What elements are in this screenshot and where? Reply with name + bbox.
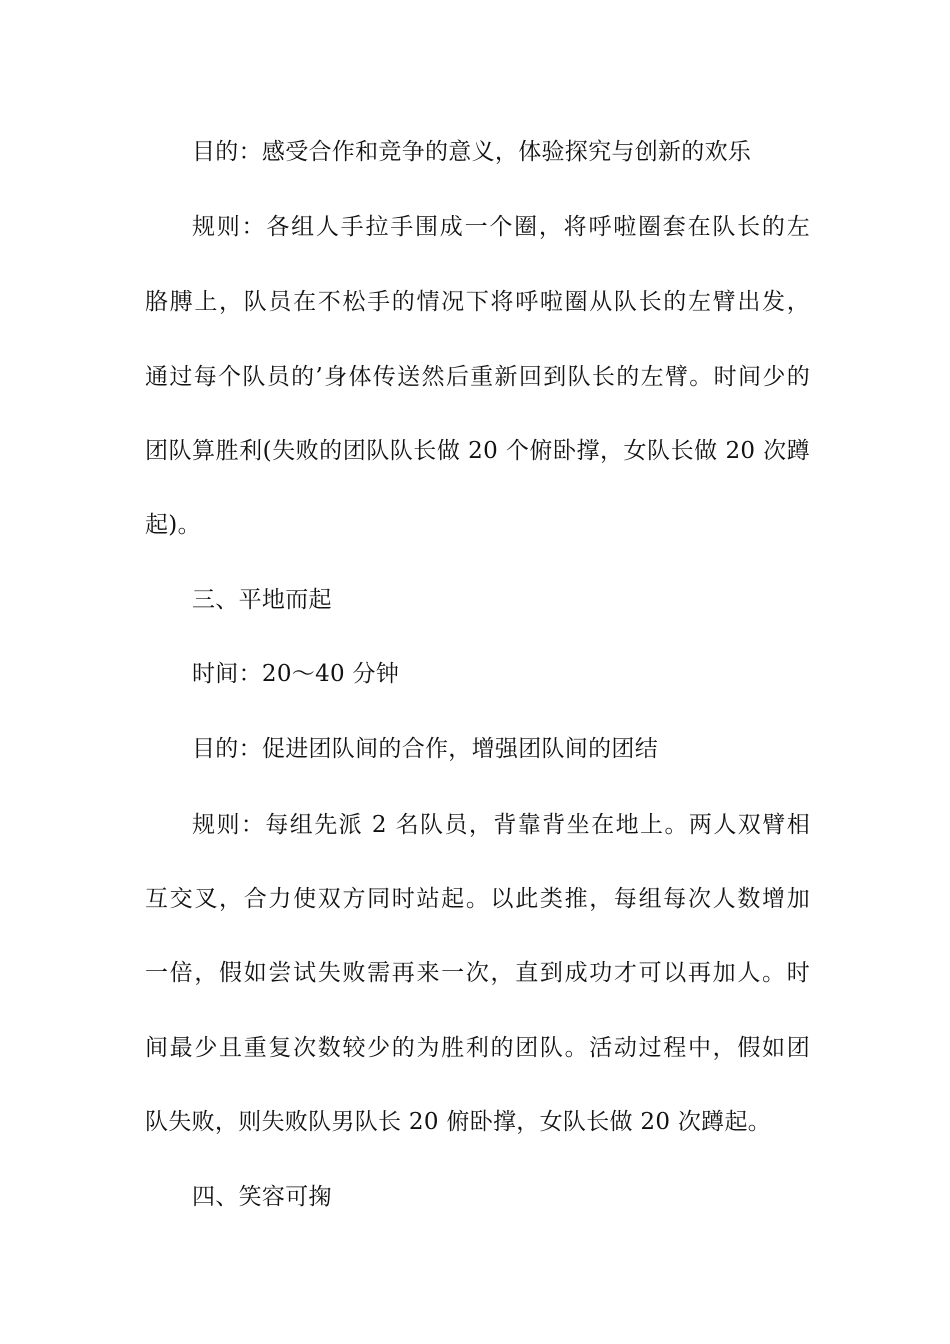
section-heading-3: 三、平地而起 [192, 587, 332, 613]
rules-line-4: 团队算胜利(失败的团队队长做 20 个俯卧撑，女队长做 20 次蹲 [145, 438, 810, 464]
rules2-line-4: 间最少且重复次数较少的为胜利的团队。活动过程中，假如团 [145, 1035, 810, 1061]
rules2-line-5: 队失败，则失败队男队长 20 俯卧撑，女队长做 20 次蹲起。 [145, 1109, 772, 1135]
rules2-line-1: 规则：每组先派 2 名队员，背靠背坐在地上。两人双臂相 [192, 812, 810, 838]
rules2-line-2: 互交叉，合力使双方同时站起。以此类推，每组每次人数增加 [145, 886, 810, 912]
purpose-line-1: 目的：感受合作和竞争的意义，体验探究与创新的欢乐 [192, 139, 752, 165]
rules-line-3: 通过每个队员的’身体传送然后重新回到队长的左臂。时间少的 [145, 364, 810, 390]
section-heading-4: 四、笑容可掬 [192, 1184, 332, 1210]
rules-line-5: 起)。 [145, 512, 201, 538]
rules2-line-3: 一倍，假如尝试失败需再来一次，直到成功才可以再加人。时 [145, 960, 810, 986]
purpose-line-2: 目的：促进团队间的合作，增强团队间的团结 [192, 736, 658, 762]
rules-line-2: 胳膊上，队员在不松手的情况下将呼啦圈从队长的左臂出发， [145, 289, 810, 315]
time-line: 时间：20～40 分钟 [192, 661, 400, 687]
rules-line-1: 规则：各组人手拉手围成一个圈，将呼啦圈套在队长的左 [192, 214, 810, 240]
